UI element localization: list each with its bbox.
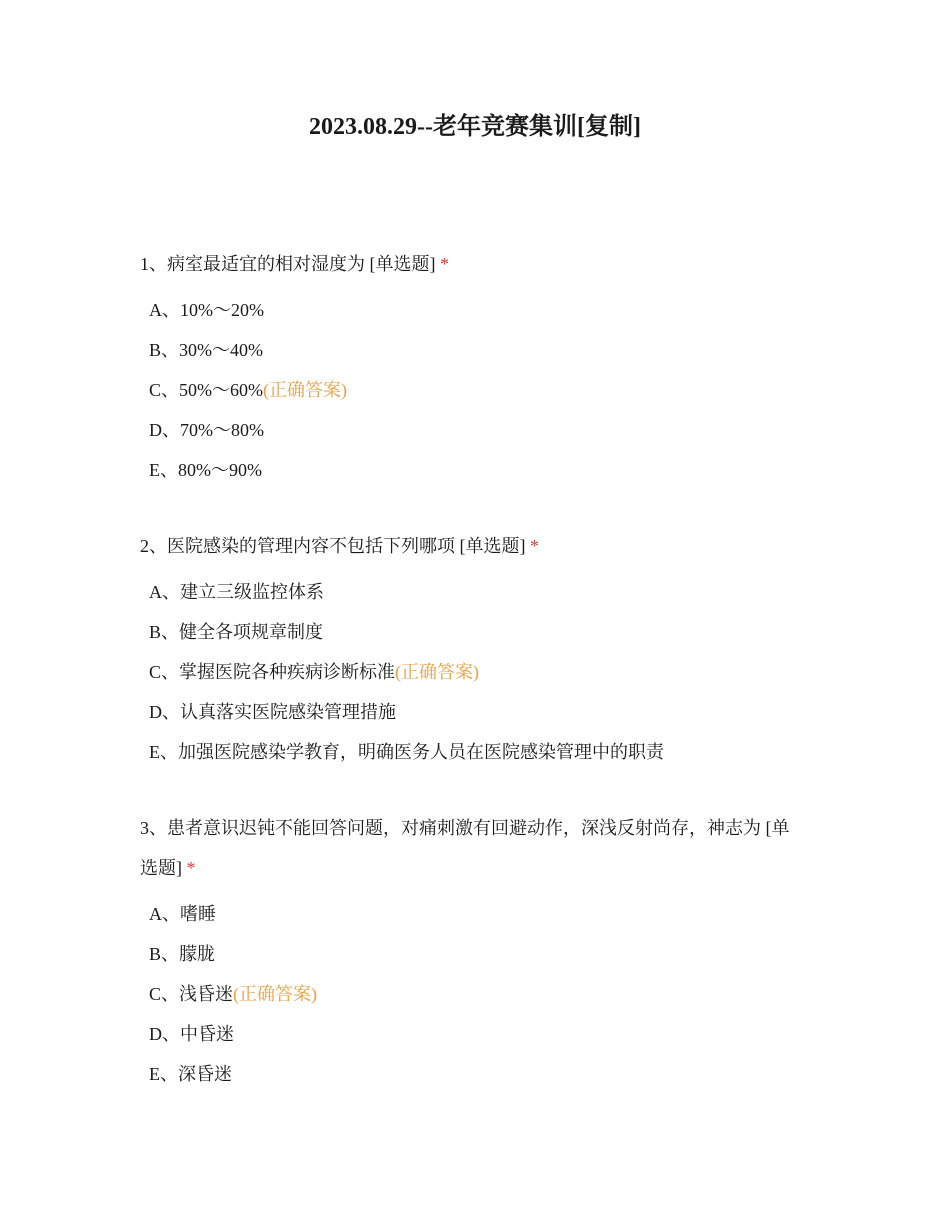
option-text: 嗜睡 bbox=[180, 904, 216, 924]
required-mark: * bbox=[186, 858, 196, 878]
option-e[interactable] bbox=[140, 1054, 800, 1094]
option-b[interactable] bbox=[140, 330, 800, 370]
question-stem bbox=[140, 526, 800, 566]
option-a[interactable] bbox=[140, 572, 800, 612]
option-list bbox=[140, 572, 800, 772]
option-letter: C、 bbox=[149, 662, 180, 682]
option-b[interactable] bbox=[140, 934, 800, 974]
question-stem bbox=[140, 244, 800, 284]
question-number: 3、 bbox=[140, 818, 167, 838]
option-e[interactable] bbox=[140, 732, 800, 772]
option-letter: C、 bbox=[149, 984, 180, 1004]
option-text: 建立三级监控体系 bbox=[180, 582, 324, 602]
question-number: 1、 bbox=[140, 254, 167, 274]
option-letter: E、 bbox=[149, 1064, 178, 1084]
question-1 bbox=[140, 244, 800, 490]
option-text: 认真落实医院感染管理措施 bbox=[180, 702, 396, 722]
question-number: 2、 bbox=[140, 536, 167, 556]
option-letter: A、 bbox=[149, 300, 180, 320]
option-text: 80%～90% bbox=[178, 460, 262, 480]
option-e[interactable] bbox=[140, 450, 800, 490]
option-text: 掌握医院各种疾病诊断标准 bbox=[179, 662, 396, 682]
option-letter: E、 bbox=[149, 742, 178, 762]
option-letter: B、 bbox=[149, 340, 180, 360]
option-text: 浅昏迷 bbox=[179, 984, 234, 1004]
question-3 bbox=[140, 808, 800, 1094]
option-text: 朦胧 bbox=[179, 944, 216, 964]
option-letter: D、 bbox=[149, 1024, 180, 1044]
survey-title: 2023.08.29--老年竞赛集训[复制] bbox=[309, 114, 641, 140]
correct-answer-mark: (正确答案) bbox=[233, 984, 318, 1004]
option-a[interactable] bbox=[140, 894, 800, 934]
option-letter: B、 bbox=[149, 944, 180, 964]
required-mark: * bbox=[440, 254, 449, 274]
option-d[interactable] bbox=[140, 410, 800, 450]
option-c[interactable] bbox=[140, 652, 800, 692]
option-letter: D、 bbox=[149, 702, 180, 722]
question-text: 病室最适宜的相对湿度为 bbox=[167, 254, 365, 274]
option-letter: C、 bbox=[149, 380, 180, 400]
question-type: [单选题] bbox=[459, 536, 526, 556]
option-a[interactable] bbox=[140, 290, 800, 330]
question-text: 患者意识迟钝不能回答问题，对痛刺激有回避动作，深浅反射尚存，神志为 bbox=[167, 818, 761, 838]
question-stem bbox=[140, 808, 800, 888]
option-letter: E、 bbox=[149, 460, 178, 480]
option-c[interactable] bbox=[140, 370, 800, 410]
option-text: 加强医院感染学教育，明确医务人员在医院感染管理中的职责 bbox=[178, 742, 664, 762]
option-text: 健全各项规章制度 bbox=[179, 622, 324, 642]
option-text: 70%～80% bbox=[180, 420, 264, 440]
option-letter: B、 bbox=[149, 622, 180, 642]
option-list bbox=[140, 290, 800, 490]
option-letter: A、 bbox=[149, 904, 180, 924]
option-text: 深昏迷 bbox=[178, 1064, 232, 1084]
option-text: 50%～60% bbox=[179, 380, 264, 400]
required-mark: * bbox=[530, 536, 539, 556]
question-type: [单选题] bbox=[369, 254, 436, 274]
option-b[interactable] bbox=[140, 612, 800, 652]
option-letter: D、 bbox=[149, 420, 180, 440]
option-list bbox=[140, 894, 800, 1094]
option-text: 10%～20% bbox=[180, 300, 264, 320]
option-d[interactable] bbox=[140, 692, 800, 732]
correct-answer-mark: (正确答案) bbox=[263, 380, 348, 400]
question-type: [单选题] bbox=[140, 818, 790, 878]
correct-answer-mark: (正确答案) bbox=[395, 662, 480, 682]
question-text: 医院感染的管理内容不包括下列哪项 bbox=[167, 536, 455, 556]
option-text: 中昏迷 bbox=[180, 1024, 234, 1044]
option-text: 30%～40% bbox=[179, 340, 264, 360]
option-c[interactable] bbox=[140, 974, 800, 1014]
option-d[interactable] bbox=[140, 1014, 800, 1054]
option-letter: A、 bbox=[149, 582, 180, 602]
question-2 bbox=[140, 526, 800, 772]
